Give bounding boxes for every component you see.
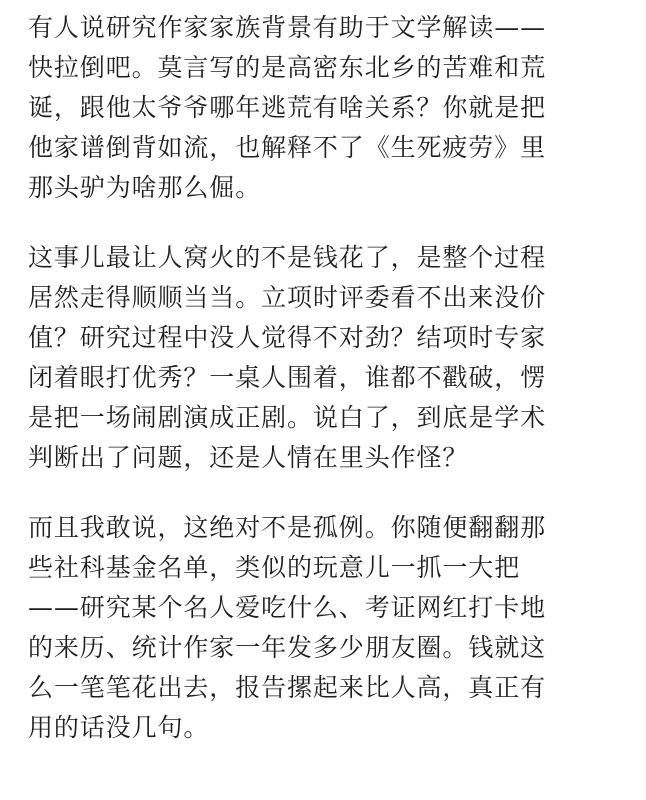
text-line: 这事儿最让人窝火的不是钱花了，是整个过程 — [28, 243, 547, 272]
text-line: 快拉倒吧。莫言写的是高密东北乡的苦难和荒 — [28, 53, 547, 82]
text-line: 而且我敢说，这绝对不是孤例。你随便翻翻那 — [28, 513, 547, 542]
paragraph-1 — [28, 8, 628, 208]
text-line: 些社科基金名单，类似的玩意儿一抓一大把 — [28, 553, 521, 582]
text-line: 用的话没几句。 — [28, 713, 210, 742]
text-line: 居然走得顺顺当当。立项时评委看不出来没价 — [28, 283, 547, 312]
text-line: 的来历、统计作家一年发多少朋友圈。钱就这 — [28, 633, 547, 662]
text-line: 有人说研究作家家族背景有助于文学解读—— — [28, 13, 547, 42]
article-body — [28, 8, 628, 778]
text-line: 那头驴为啥那么倔。 — [28, 173, 262, 202]
text-line: 他家谱倒背如流，也解释不了《生死疲劳》里 — [28, 133, 547, 162]
text-line: ——研究某个名人爱吃什么、考证网红打卡地 — [28, 593, 547, 622]
text-line: 么一笔笔花出去，报告摞起来比人高，真正有 — [28, 673, 547, 702]
text-line: 判断出了问题，还是人情在里头作怪？ — [28, 443, 469, 472]
text-line: 闭着眼打优秀？一桌人围着，谁都不戳破，愣 — [28, 363, 547, 392]
paragraph-3 — [28, 508, 628, 748]
text-line: 诞，跟他太爷爷哪年逃荒有啥关系？你就是把 — [28, 93, 547, 122]
text-line: 值？研究过程中没人觉得不对劲？结项时专家 — [28, 323, 547, 352]
text-line: 是把一场闹剧演成正剧。说白了，到底是学术 — [28, 403, 547, 432]
paragraph-2 — [28, 238, 628, 478]
